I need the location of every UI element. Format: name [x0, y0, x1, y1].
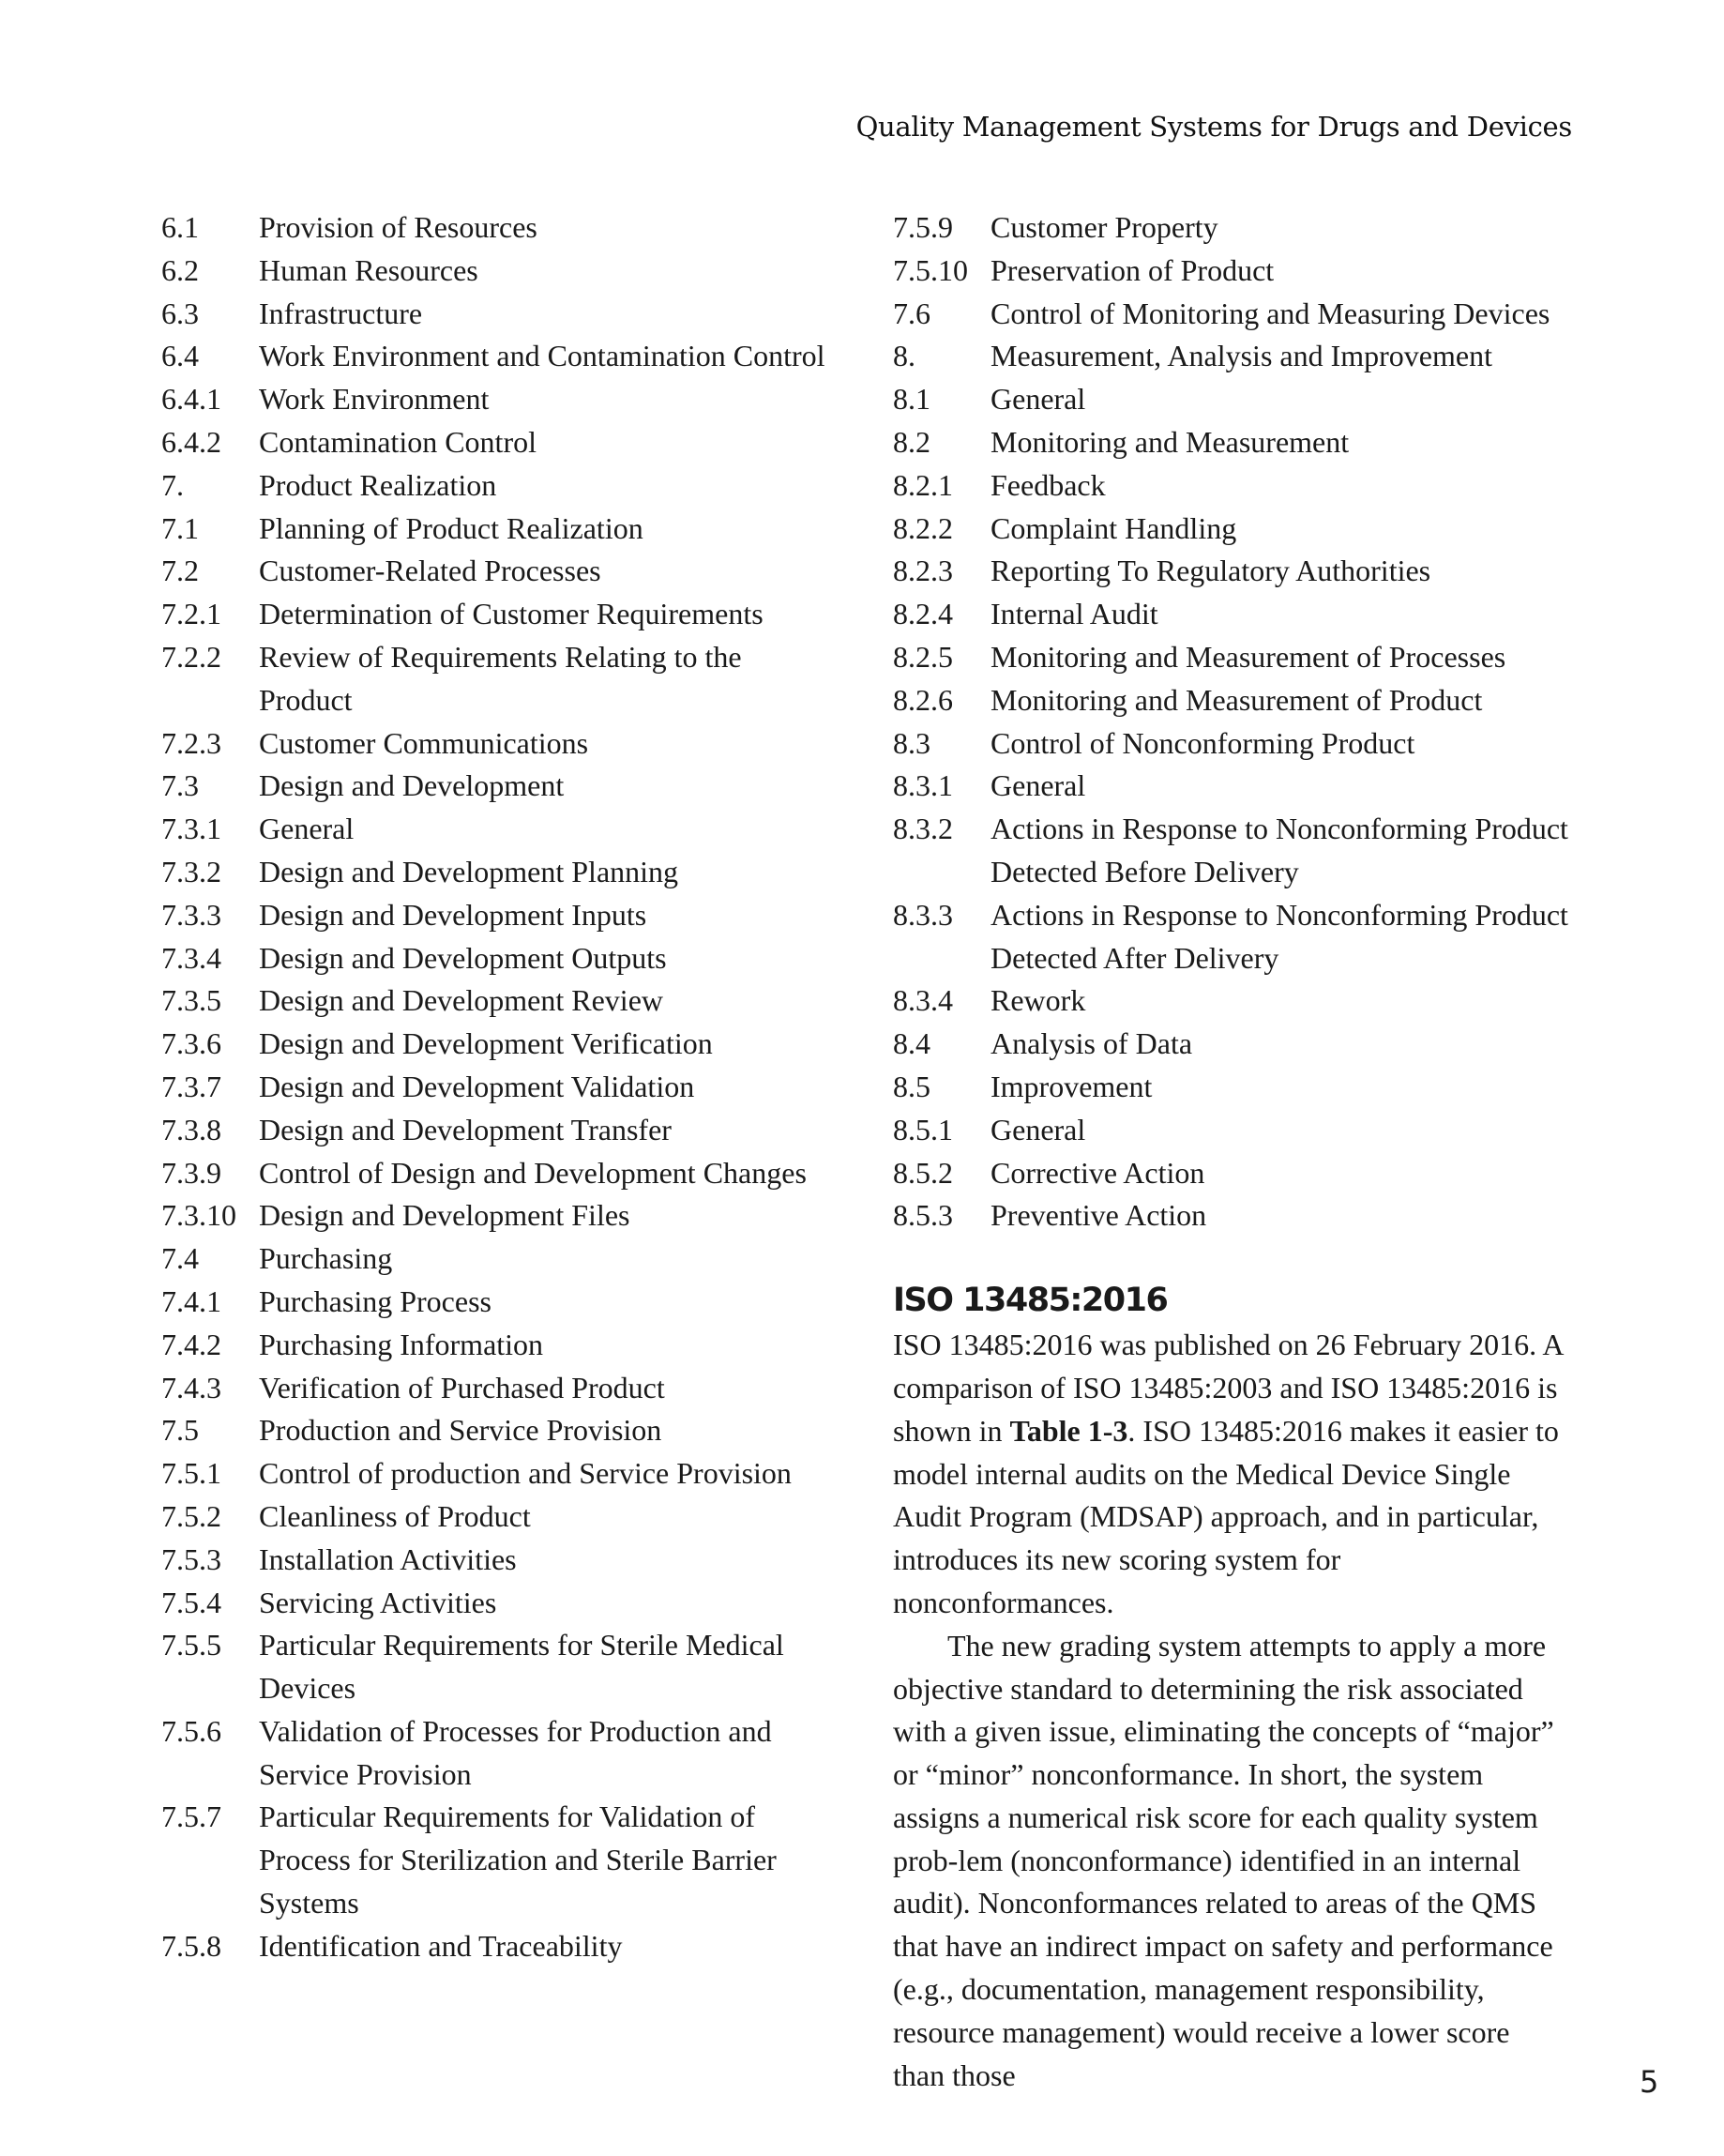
- toc-entry: [161, 1152, 837, 1195]
- toc-entry: [893, 979, 1568, 1023]
- toc-entry-title: Planning of Product Realization: [259, 510, 643, 545]
- toc-entry: [161, 1066, 837, 1109]
- toc-entry-number: 7.2.2: [161, 639, 221, 674]
- toc-entry: [161, 808, 837, 851]
- toc-entry-title: Purchasing: [259, 1241, 393, 1276]
- toc-entry-number: 8.3: [893, 725, 930, 760]
- toc-entry-title: Internal Audit: [991, 597, 1158, 631]
- toc-entry-title: Customer Communications: [259, 725, 589, 760]
- toc-entry: [893, 593, 1568, 636]
- toc-entry: [161, 293, 837, 336]
- toc-entry-number: 7.2: [161, 554, 199, 588]
- toc-entry-number: 7.5.6: [161, 1713, 221, 1748]
- toc-entry-title: Verification of Purchased Product: [259, 1370, 665, 1404]
- toc-entry: [161, 1367, 837, 1410]
- toc-entry-title: Corrective Action: [991, 1155, 1205, 1190]
- toc-entry-number: 8.2.4: [893, 597, 953, 631]
- toc-entry-title: Analysis of Data: [991, 1026, 1193, 1061]
- toc-entry: [161, 1624, 837, 1710]
- toc-entry-title: Feedback: [991, 467, 1106, 502]
- toc-entry-title: Design and Development: [259, 768, 565, 803]
- toc-entry: [161, 1324, 837, 1367]
- toc-entry-number: 7.5.3: [161, 1541, 221, 1576]
- toc-entry-title: Preventive Action: [991, 1198, 1207, 1233]
- toc-entry-number: 8.3.4: [893, 983, 953, 1018]
- toc-entry-title: General: [991, 382, 1086, 417]
- toc-entry-number: 7.2.3: [161, 725, 221, 760]
- toc-entry-number: 7.3.6: [161, 1026, 221, 1061]
- toc-entry: [161, 1582, 837, 1625]
- toc-entry: [893, 808, 1568, 894]
- toc-entry-title: Monitoring and Measurement: [991, 424, 1350, 459]
- toc-entry-number: 8.2.1: [893, 467, 953, 502]
- toc-entry-title: Customer Property: [991, 210, 1218, 244]
- toc-entry-number: 6.4.2: [161, 424, 221, 459]
- toc-entry-number: 7.3.3: [161, 897, 221, 932]
- toc-entry-number: 7.5.1: [161, 1456, 221, 1491]
- toc-entry: [893, 250, 1568, 293]
- toc-entry: [161, 1796, 837, 1924]
- toc-entry-number: 8.1: [893, 382, 930, 417]
- paragraph-1: ISO 13485:2016 was published on 26 February 2016. A comparison of ISO 13485:2003 and ISO 13485:2016 is shown in Table 1-3. ISO 13485:2016 makes it easier to model internal audits on the Medical Device Single Audit Program (MDSAP) approach, and in particular, introduces its new scoring system for nonconformances.: [893, 1328, 1563, 1619]
- toc-entry: [161, 1281, 837, 1324]
- toc-entry-title: Improvement: [991, 1069, 1153, 1103]
- paragraph-2: The new grading system attempts to apply a more objective standard to determining the risk associated with a given issue, eliminating the concepts of “major” or “minor” nonconformance. In short, the system assigns a numerical risk score for each quality system prob-lem (nonconformance) identified in an internal audit). Nonconformances related to areas of the QMS that have an indirect impact on safety and performance (e.g., documentation, management responsibility, resource management) would receive a lower score than those: [893, 1628, 1554, 2092]
- toc-entry-title: Measurement, Analysis and Improvement: [991, 339, 1492, 373]
- toc-entry-title: Actions in Response to Nonconforming Product Detected Before Delivery: [991, 812, 1568, 888]
- toc-entry-number: 8.5.2: [893, 1155, 953, 1190]
- toc-entry: [161, 250, 837, 293]
- toc-entry: [893, 1023, 1568, 1066]
- toc-entry: [161, 894, 837, 937]
- toc-entry-number: 7.3.4: [161, 940, 221, 975]
- toc-entry: [161, 378, 837, 421]
- running-header: Quality Management Systems for Drugs and Devices: [855, 111, 1572, 143]
- toc-entry-number: 8.5: [893, 1069, 930, 1103]
- toc-entry-number: 8.3.1: [893, 768, 953, 803]
- toc-entry: [893, 1066, 1568, 1109]
- toc-entry-title: Design and Development Planning: [259, 854, 679, 888]
- toc-entry-title: Product Realization: [259, 467, 497, 502]
- toc-entry-title: Particular Requirements for Validation of Process for Sterilization and Sterile Barrier Systems: [259, 1799, 777, 1921]
- toc-entry-title: Contamination Control: [259, 424, 537, 459]
- toc-entry-title: Purchasing Process: [259, 1283, 491, 1318]
- toc-entry-number: 8.2.2: [893, 510, 953, 545]
- toc-left-column: [161, 206, 837, 1968]
- toc-entry-title: General: [259, 812, 355, 846]
- toc-entry-title: Rework: [991, 983, 1086, 1018]
- toc-entry-number: 7.3.8: [161, 1112, 221, 1146]
- toc-entry-title: General: [991, 1112, 1086, 1146]
- toc-entry: [161, 851, 837, 894]
- toc-entry-number: 7.3.1: [161, 812, 221, 846]
- toc-entry-number: 8.5.1: [893, 1112, 953, 1146]
- toc-entry-title: Control of production and Service Provision: [259, 1456, 792, 1491]
- toc-entry-title: Validation of Processes for Production and Service Provision: [259, 1713, 772, 1791]
- toc-entry-title: Design and Development Inputs: [259, 897, 647, 932]
- toc-entry-number: 7.3.10: [161, 1198, 236, 1233]
- toc-entry-number: 7.3: [161, 768, 199, 803]
- toc-entry: [161, 1023, 837, 1066]
- toc-entry-title: Monitoring and Measurement of Processes: [991, 639, 1506, 674]
- toc-entry-number: 7.4.2: [161, 1327, 221, 1361]
- toc-entry-number: 7.4.1: [161, 1283, 221, 1318]
- toc-entry-number: 7.3.2: [161, 854, 221, 888]
- toc-entry: [161, 979, 837, 1023]
- toc-entry-number: 8.: [893, 339, 915, 373]
- toc-entry-title: Determination of Customer Requirements: [259, 597, 764, 631]
- toc-entry-number: 7.5.4: [161, 1585, 221, 1619]
- toc-entry-number: 7.4: [161, 1241, 199, 1276]
- toc-entry: [161, 508, 837, 551]
- toc-entry-title: Monitoring and Measurement of Product: [991, 682, 1483, 717]
- toc-entry-title: Purchasing Information: [259, 1327, 544, 1361]
- toc-entry: [161, 593, 837, 636]
- table-reference: Table 1-3: [1009, 1413, 1128, 1448]
- toc-entry-title: Particular Requirements for Sterile Medical Devices: [259, 1628, 784, 1706]
- toc-entry: [893, 378, 1568, 421]
- toc-entry-title: Work Environment and Contamination Control: [259, 339, 825, 373]
- toc-entry: [161, 1409, 837, 1452]
- toc-entry-number: 6.4: [161, 339, 199, 373]
- toc-entry: [893, 550, 1568, 593]
- toc-entry-number: 8.3.3: [893, 897, 953, 932]
- toc-entry-number: 7.5: [161, 1413, 199, 1448]
- toc-entry: [893, 765, 1568, 808]
- toc-entry-title: Infrastructure: [259, 296, 423, 330]
- toc-entry-title: Preservation of Product: [991, 252, 1275, 287]
- toc-entry-title: Reporting To Regulatory Authorities: [991, 554, 1431, 588]
- toc-entry-title: Complaint Handling: [991, 510, 1237, 545]
- toc-entry: [893, 293, 1568, 336]
- toc-entry-number: 8.5.3: [893, 1198, 953, 1233]
- toc-entry: [161, 636, 837, 722]
- toc-entry-number: 7.3.9: [161, 1155, 221, 1190]
- toc-entry-number: 8.2: [893, 424, 930, 459]
- toc-entry: [893, 722, 1568, 766]
- toc-entry-number: 6.3: [161, 296, 199, 330]
- toc-entry-title: Customer-Related Processes: [259, 554, 601, 588]
- toc-entry: [161, 1452, 837, 1496]
- toc-entry-title: Human Resources: [259, 252, 478, 287]
- toc-entry: [161, 550, 837, 593]
- toc-entry-title: Cleanliness of Product: [259, 1498, 531, 1533]
- toc-entry-number: 7.6: [893, 296, 930, 330]
- toc-entry: [161, 1539, 837, 1582]
- toc-entry-number: 8.2.6: [893, 682, 953, 717]
- toc-entry-number: 8.3.2: [893, 812, 953, 846]
- toc-entry-number: 7.4.3: [161, 1370, 221, 1404]
- toc-entry-title: Design and Development Transfer: [259, 1112, 672, 1146]
- toc-entry-number: 6.1: [161, 210, 199, 244]
- toc-entry-title: Provision of Resources: [259, 210, 537, 244]
- toc-entry: [161, 1109, 837, 1152]
- toc-entry-title: Actions in Response to Nonconforming Product Detected After Delivery: [991, 897, 1568, 975]
- toc-entry-number: 7.3.5: [161, 983, 221, 1018]
- toc-entry-number: 8.4: [893, 1026, 930, 1061]
- toc-entry-title: Work Environment: [259, 382, 490, 417]
- toc-entry-number: 6.4.1: [161, 382, 221, 417]
- toc-entry-number: 7.5.2: [161, 1498, 221, 1533]
- toc-entry-number: 7.: [161, 467, 184, 502]
- toc-entry-number: 7.5.8: [161, 1928, 221, 1963]
- toc-entry-number: 8.2.3: [893, 554, 953, 588]
- toc-entry: [161, 421, 837, 464]
- toc-entry: [893, 1152, 1568, 1195]
- toc-entry: [893, 636, 1568, 679]
- toc-entry: [893, 421, 1568, 464]
- toc-entry: [161, 1925, 837, 1968]
- toc-entry-title: Control of Nonconforming Product: [991, 725, 1415, 760]
- page-number: 5: [1640, 2064, 1659, 2100]
- toc-entry: [161, 1496, 837, 1539]
- toc-entry: [161, 1194, 837, 1237]
- toc-entry-number: 7.3.7: [161, 1069, 221, 1103]
- toc-entry: [893, 335, 1568, 378]
- toc-entry-number: 7.5.9: [893, 210, 953, 244]
- toc-entry-title: Design and Development Files: [259, 1198, 630, 1233]
- toc-entry: [161, 765, 837, 808]
- toc-entry: [893, 1194, 1568, 1237]
- toc-entry: [161, 335, 837, 378]
- toc-entry: [161, 1237, 837, 1281]
- toc-entry: [161, 1710, 837, 1797]
- toc-entry-title: Servicing Activities: [259, 1585, 497, 1619]
- toc-entry: [161, 722, 837, 766]
- toc-entry-number: 7.5.10: [893, 252, 968, 287]
- toc-entry: [161, 206, 837, 250]
- toc-entry-title: Identification and Traceability: [259, 1928, 623, 1963]
- toc-entry-number: 8.2.5: [893, 639, 953, 674]
- toc-entry-number: 6.2: [161, 252, 199, 287]
- toc-entry-title: Design and Development Outputs: [259, 940, 667, 975]
- right-column: [893, 206, 1568, 2097]
- toc-entry-title: Production and Service Provision: [259, 1413, 662, 1448]
- toc-entry-number: 7.5.7: [161, 1799, 221, 1834]
- section-heading: ISO 13485:2016: [893, 1282, 1168, 1320]
- toc-entry-title: Control of Design and Development Changes: [259, 1155, 807, 1190]
- toc-entry: [893, 508, 1568, 551]
- toc-entry-title: Review of Requirements Relating to the Product: [259, 639, 742, 717]
- toc-entry: [161, 937, 837, 980]
- toc-entry: [893, 679, 1568, 722]
- toc-entry: [893, 1109, 1568, 1152]
- toc-entry-title: General: [991, 768, 1086, 803]
- toc-entry: [893, 894, 1568, 980]
- toc-entry-number: 7.2.1: [161, 597, 221, 631]
- toc-right-list: [893, 206, 1568, 1237]
- toc-entry-number: 7.5.5: [161, 1628, 221, 1663]
- toc-entry-title: Design and Development Review: [259, 983, 663, 1018]
- toc-entry-title: Installation Activities: [259, 1541, 517, 1576]
- toc-entry: [161, 464, 837, 508]
- toc-entry-title: Control of Monitoring and Measuring Devices: [991, 296, 1550, 330]
- toc-entry-number: 7.1: [161, 510, 199, 545]
- toc-entry: [893, 464, 1568, 508]
- toc-entry-title: Design and Development Verification: [259, 1026, 713, 1061]
- toc-entry: [893, 206, 1568, 250]
- toc-entry-title: Design and Development Validation: [259, 1069, 695, 1103]
